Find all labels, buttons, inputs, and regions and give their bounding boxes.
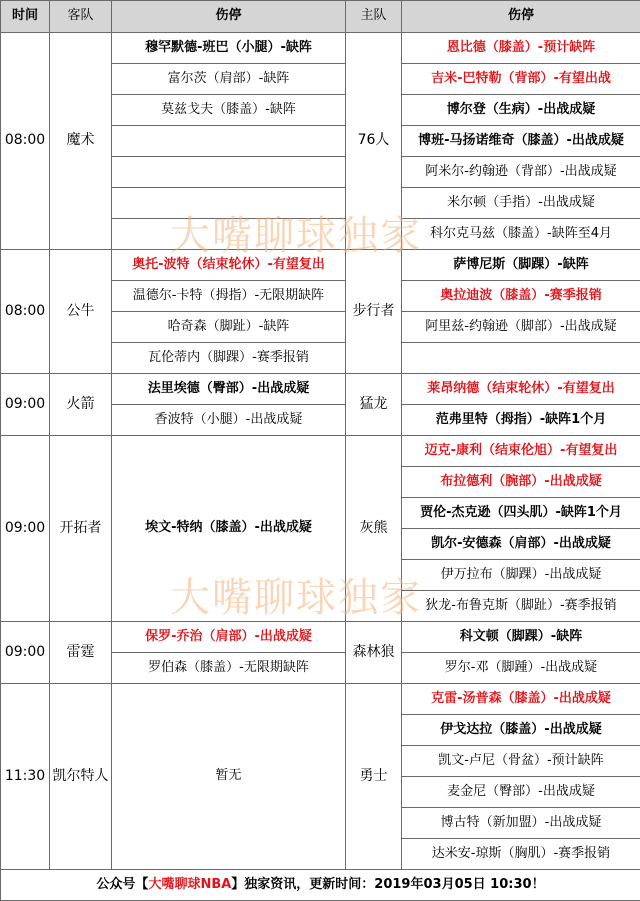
home-injury: 阿米尔-约翰逊（背部）-出战成疑 [402, 157, 640, 188]
game-time: 09:00 [1, 374, 50, 436]
home-injury: 麦金尼（臀部）-出战成疑 [402, 777, 640, 808]
table-row [1, 33, 640, 64]
footer-brand: 大嘴聊球NBA [148, 876, 232, 892]
away-injury: 法里埃德（臀部）-出战成疑 [112, 374, 346, 405]
game-time: 08:00 [1, 33, 50, 250]
away-team: 开拓者 [50, 436, 112, 622]
header-time: 时间 [1, 1, 50, 33]
home-injury: 米尔顿（手指）-出战成疑 [402, 188, 640, 219]
away-team: 火箭 [50, 374, 112, 436]
home-injury: 狄龙-布鲁克斯（脚趾）-赛季报销 [402, 591, 640, 622]
footer-suffix: 】独家资讯，更新时间：2019年03月05日 10:30！ [231, 876, 545, 892]
footer-row [1, 870, 640, 901]
away-injury: 温德尔-卡特（拇指）-无限期缺阵 [112, 281, 346, 312]
watermark-top: 大嘴聊球独家 [170, 213, 422, 259]
home-injury: 科文顿（脚踝）-缺阵 [402, 622, 640, 653]
home-injury: 贾伦-杰克逊（四头肌）-缺阵1个月 [402, 498, 640, 529]
away-injury: 奥托-波特（结束轮休）-有望复出 [112, 250, 346, 281]
away-injury: 瓦伦蒂内（脚踝）-赛季报销 [112, 343, 346, 374]
home-team: 灰熊 [346, 436, 402, 622]
away-injury: 香波特（小腿）-出战成疑 [112, 405, 346, 436]
home-injury: 布拉德利（腕部）-出战成疑 [402, 467, 640, 498]
home-injury: 凯尔-安德森（肩部）-出战成疑 [402, 529, 640, 560]
away-injury: 罗伯森（膝盖）-无限期缺阵 [112, 653, 346, 684]
away-team: 凯尔特人 [50, 684, 112, 870]
home-injury: 迈克-康利（结束伦旭）-有望复出 [402, 436, 640, 467]
table-row [1, 622, 640, 653]
footer-notice [1, 870, 640, 901]
away-injury: 莫兹戈夫（膝盖）-缺阵 [112, 95, 346, 126]
header-row [1, 1, 640, 33]
home-team: 勇士 [346, 684, 402, 870]
home-injury: 博古特（新加盟）-出战成疑 [402, 808, 640, 839]
home-injury: 克雷-汤普森（膝盖）-出战成疑 [402, 684, 640, 715]
home-injury: 莱昂纳德（结束轮休）-有望复出 [402, 374, 640, 405]
home-injury: 凯文-卢尼（骨盆）-预计缺阵 [402, 746, 640, 777]
away-injury: 富尔茨（肩部）-缺阵 [112, 64, 346, 95]
games-body [1, 33, 640, 870]
home-injury: 萨博尼斯（脚踝）-缺阵 [402, 250, 640, 281]
away-team: 魔术 [50, 33, 112, 250]
game-time: 09:00 [1, 622, 50, 684]
table-row [1, 684, 640, 715]
home-team: 步行者 [346, 250, 402, 374]
game-time: 09:00 [1, 436, 50, 622]
home-injury: 科尔克马兹（膝盖）-缺阵至4月 [402, 219, 640, 250]
home-injury: 奥拉迪波（膝盖）-赛季报销 [402, 281, 640, 312]
away-team: 雷霆 [50, 622, 112, 684]
header-away: 客队 [50, 1, 112, 33]
game-time: 08:00 [1, 250, 50, 374]
home-team: 猛龙 [346, 374, 402, 436]
header-home-injury: 伤停 [402, 1, 640, 33]
home-injury: 吉米-巴特勒（背部）-有望出战 [402, 64, 640, 95]
away-injury: 保罗-乔治（肩部）-出战成疑 [112, 622, 346, 653]
table-row [1, 250, 640, 281]
home-injury: 达米安-琼斯（胸肌）-赛季报销 [402, 839, 640, 870]
home-injury: 范弗里特（拇指）-缺阵1个月 [402, 405, 640, 436]
away-injury [112, 219, 346, 250]
away-injury [112, 126, 346, 157]
home-injury: 伊戈达拉（膝盖）-出战成疑 [402, 715, 640, 746]
header-away-injury: 伤停 [112, 1, 346, 33]
home-injury: 恩比德（膝盖）-预计缺阵 [402, 33, 640, 64]
home-injury: 博尔登（生病）-出战成疑 [402, 95, 640, 126]
table-row [1, 436, 640, 467]
home-injury: 伊万拉布（脚踝）-出战成疑 [402, 560, 640, 591]
away-injury: 埃文-特纳（膝盖）-出战成疑 [112, 436, 346, 622]
home-injury [402, 343, 640, 374]
game-time: 11:30 [1, 684, 50, 870]
away-injury: 哈奇森（脚趾）-缺阵 [112, 312, 346, 343]
home-injury: 博班-马扬诺维奇（膝盖）-出战成疑 [402, 126, 640, 157]
away-injury: 暂无 [112, 684, 346, 870]
header-home: 主队 [346, 1, 402, 33]
home-team: 76人 [346, 33, 402, 250]
home-injury: 阿里兹-约翰逊（脚部）-出战成疑 [402, 312, 640, 343]
away-injury [112, 157, 346, 188]
home-team: 森林狼 [346, 622, 402, 684]
home-injury: 罗尔-邓（脚踵）-出战成疑 [402, 653, 640, 684]
away-injury: 穆罕默德-班巴（小腿）-缺阵 [112, 33, 346, 64]
away-team: 公牛 [50, 250, 112, 374]
away-injury [112, 188, 346, 219]
table-row [1, 374, 640, 405]
watermark-bottom: 大嘴聊球独家 [170, 575, 422, 621]
footer-prefix: 公众号【 [96, 876, 149, 892]
